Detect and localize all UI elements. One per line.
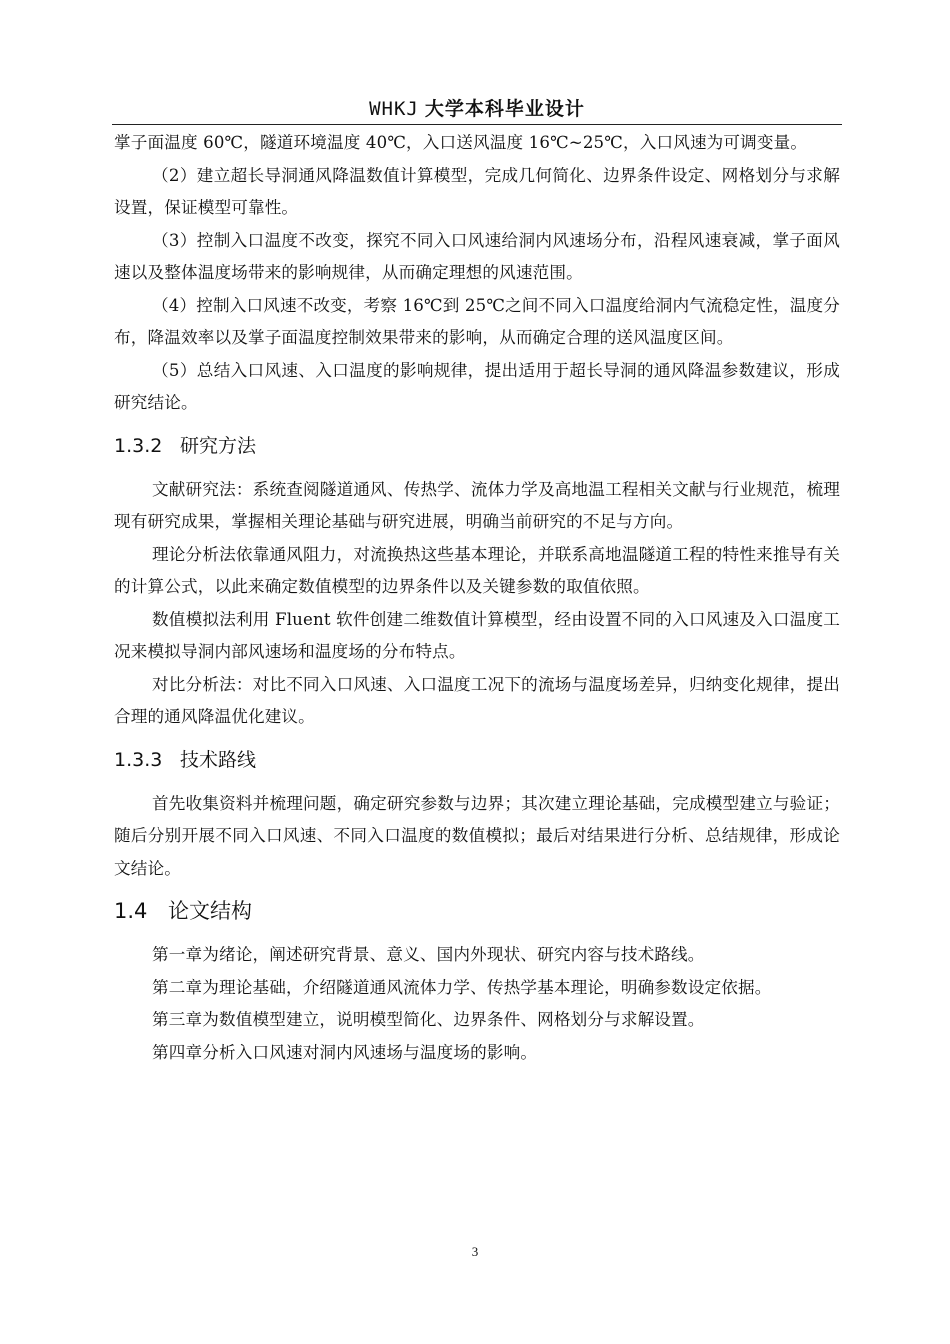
section-heading-1-3-2 (114, 420, 840, 474)
paragraph: 首先收集资料并梳理问题，确定研究参数与边界；其次建立理论基础，完成模型建立与验证；随后分别开展不同入口风速、不同入口温度的数值模拟；最后对结果进行分析、总结规律，形成论文结论。 (114, 793, 840, 878)
section-heading-1-3-3 (114, 734, 840, 788)
paragraph: 文献研究法：系统查阅隧道通风、传热学、流体力学及高地温工程相关文献与行业规范，梳理现有研究成果，掌握相关理论基础与研究进展，明确当前研究的不足与方向。 (114, 479, 840, 531)
body-content (114, 127, 840, 1069)
page-header (112, 96, 842, 122)
paragraph: （4）控制入口风速不改变，考察 16℃到 25℃之间不同入口温度给洞内气流稳定性，温度分布，降温效率以及掌子面温度控制效果带来的影响，从而确定合理的送风温度区间。 (114, 295, 840, 347)
section-title: 技术路线 (180, 748, 257, 771)
header-rule (112, 124, 842, 125)
paragraph: 第一章为绪论，阐述研究背景、意义、国内外现状、研究内容与技术路线。 (152, 945, 705, 964)
section-heading-1-4 (114, 885, 840, 939)
section-title: 论文结构 (168, 899, 252, 923)
paragraph: （3）控制入口温度不改变，探究不同入口风速给洞内风速场分布，沿程风速衰减，掌子面风速以及整体温度场带来的影响规律，从而确定理想的风速范围。 (114, 230, 840, 282)
section-number: 1.4 (114, 899, 148, 923)
paragraph: 掌子面温度 60℃，隧道环境温度 40℃，入口送风温度 16℃~25℃，入口风速为可调变量。 (114, 133, 808, 152)
section-number: 1.3.2 (114, 434, 163, 457)
paragraph: （5）总结入口风速、入口温度的影响规律，提出适用于超长导洞的通风降温参数建议，形成研究结论。 (114, 360, 840, 412)
paragraph: 第三章为数值模型建立，说明模型简化、边界条件、网格划分与求解设置。 (152, 1010, 705, 1029)
header-prefix: WHKJ (369, 98, 419, 120)
paragraph: 理论分析法依靠通风阻力，对流换热这些基本理论，并联系高地温隧道工程的特性来推导有关的计算公式，以此来确定数值模型的边界条件以及关键参数的取值依照。 (114, 544, 840, 596)
paragraph: 第二章为理论基础，介绍隧道通风流体力学、传热学基本理论，明确参数设定依据。 (152, 977, 772, 997)
paragraph: 对比分析法：对比不同入口风速、入口温度工况下的流场与温度场差异，归纳变化规律，提出合理的通风降温优化建议。 (114, 674, 840, 726)
paragraph: （2）建立超长导洞通风降温数值计算模型，完成几何简化、边界条件设定、网格划分与求解设置，保证模型可靠性。 (114, 165, 840, 217)
header-title: 大学本科毕业设计 (424, 98, 585, 120)
paragraph: 第四章分析入口风速对洞内风速场与温度场的影响。 (152, 1042, 538, 1062)
section-number: 1.3.3 (114, 748, 163, 771)
paragraph: 数值模拟法利用 Fluent 软件创建二维数值计算模型，经由设置不同的入口风速及入口温度工况来模拟导洞内部风速场和温度场的分布特点。 (114, 609, 840, 661)
page-number: 3 (471, 1244, 479, 1259)
section-title: 研究方法 (180, 434, 257, 457)
